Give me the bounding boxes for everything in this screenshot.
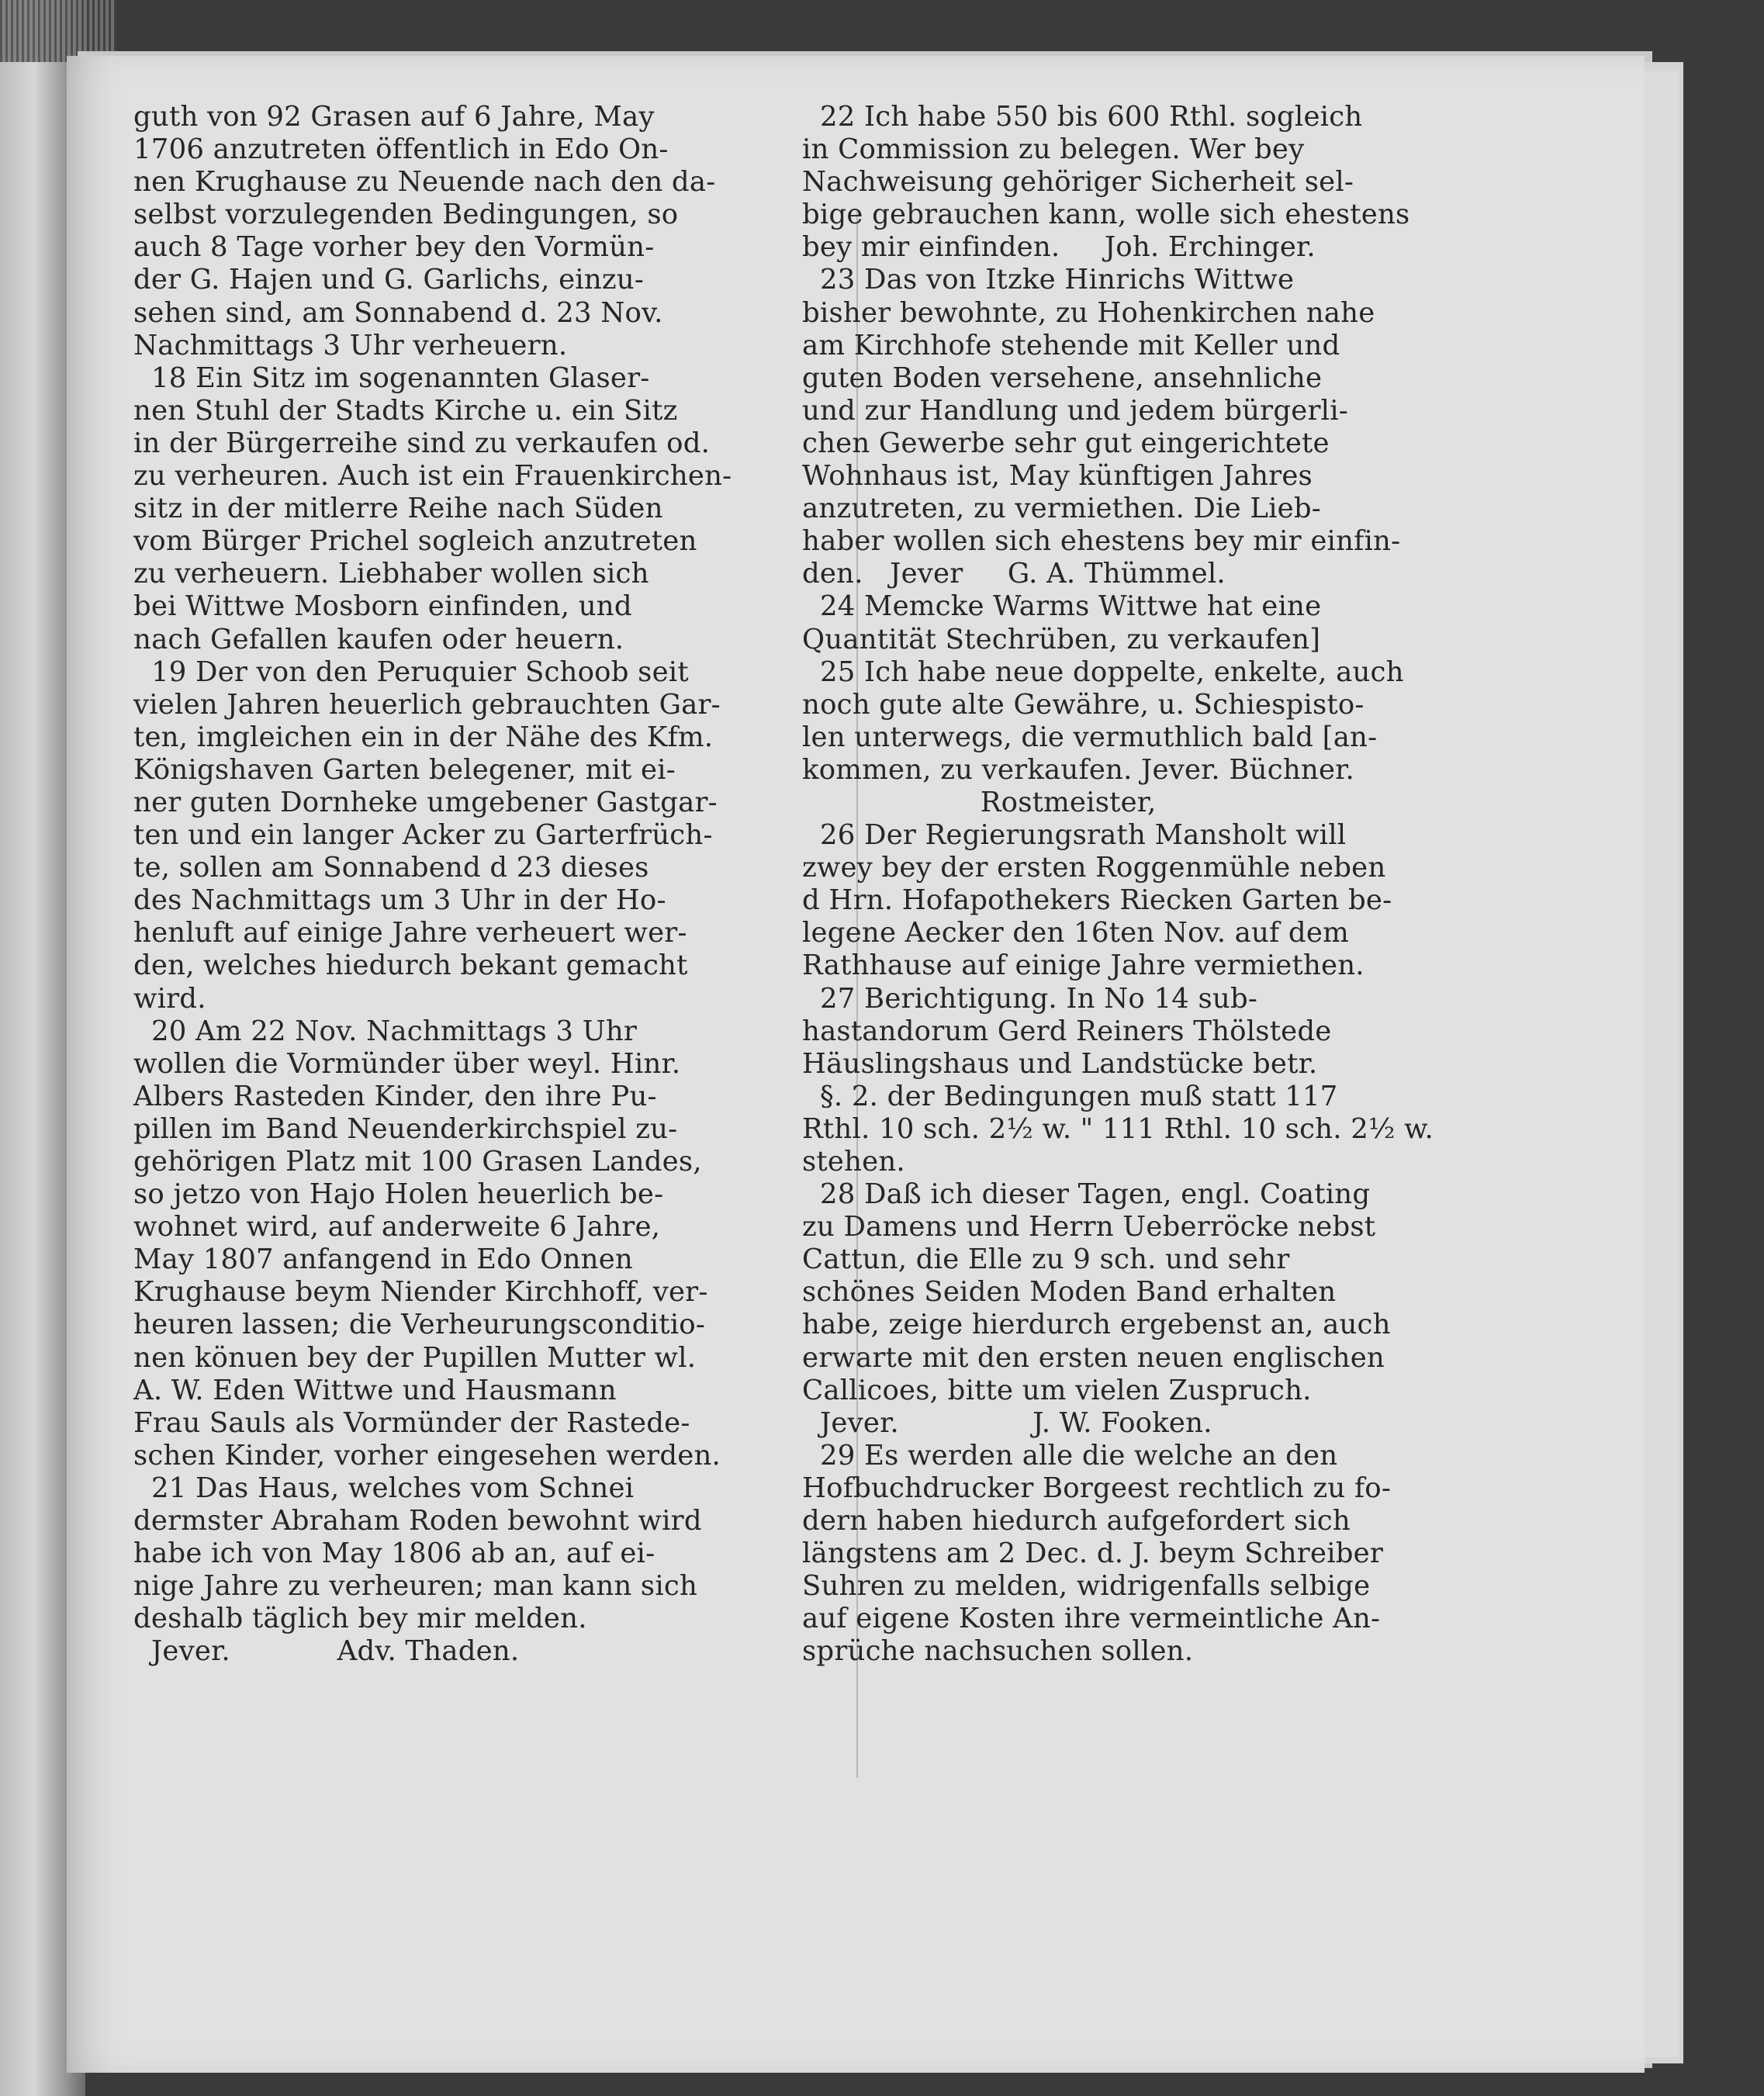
text-line: A. W. Eden Wittwe und Hausmann [133, 1374, 617, 1406]
text-line: sehen sind, am Sonnabend d. 23 Nov. [133, 296, 663, 329]
text-line: am Kirchhofe stehende mit Keller und [802, 329, 1340, 361]
text-line: 25 Ich habe neue doppelte, enkelte, auch [802, 655, 1404, 688]
text-line: bisher bewohnte, zu Hohenkirchen nahe [802, 296, 1375, 329]
text-line: deshalb täglich bey mir melden. [133, 1603, 587, 1635]
text-line: 27 Berichtigung. In No 14 sub- [802, 982, 1258, 1015]
text-line: bei Wittwe Mosborn einfinden, und [133, 590, 632, 623]
text-line: hastandorum Gerd Reiners Thölstede [802, 1015, 1332, 1047]
text-line: wollen die Vormünder über weyl. Hinr. [133, 1047, 681, 1080]
text-line: zwey bey der ersten Roggenmühle neben [802, 852, 1386, 884]
text-line: so jetzo von Hajo Holen heuerlich be- [133, 1178, 664, 1211]
text-line: den, welches hiedurch bekant gemacht [133, 949, 688, 982]
text-line: 20 Am 22 Nov. Nachmittags 3 Uhr [133, 1015, 638, 1047]
text-line: längstens am 2 Dec. d. J. beym Schreiber [802, 1537, 1384, 1570]
text-line: 23 Das von Itzke Hinrichs Wittwe [802, 264, 1295, 296]
text-line: chen Gewerbe sehr gut eingerichtete [802, 427, 1330, 459]
text-line: 19 Der von den Peruquier Schoob seit [133, 655, 689, 688]
text-line: 18 Ein Sitz im sogenannten Glaser- [133, 361, 650, 394]
text-line: habe ich von May 1806 ab an, auf ei- [133, 1537, 655, 1570]
text-line: Rostmeister, [802, 786, 1157, 818]
text-line: Albers Rasteden Kinder, den ihre Pu- [133, 1080, 657, 1112]
text-line: §. 2. der Bedingungen muß statt 117 [802, 1080, 1338, 1112]
text-line: Quantität Stechrüben, zu verkaufen] [802, 623, 1321, 655]
text-line: nen Stuhl der Stadts Kirche u. ein Sitz [133, 394, 678, 427]
text-line: bige gebrauchen kann, wolle sich ehestens [802, 199, 1410, 231]
text-line: len unterwegs, die vermuthlich bald [an- [802, 721, 1378, 753]
text-line: anzutreten, zu vermiethen. Die Lieb- [802, 493, 1321, 525]
text-line: wohnet wird, auf anderweite 6 Jahre, [133, 1211, 661, 1243]
text-line: sprüche nachsuchen sollen. [802, 1635, 1194, 1668]
text-line: May 1807 anfangend in Edo Onnen [133, 1243, 633, 1276]
text-line: 28 Daß ich dieser Tagen, engl. Coating [802, 1178, 1371, 1211]
text-line: heuren lassen; die Verheurungsconditio- [133, 1309, 706, 1341]
text-line: 22 Ich habe 550 bis 600 Rthl. sogleich [802, 101, 1363, 133]
text-line: zu verheuern. Liebhaber wollen sich [133, 558, 649, 590]
text-line: noch gute alte Gewähre, u. Schiespisto- [802, 688, 1365, 721]
text-line: nach Gefallen kaufen oder heuern. [133, 623, 624, 655]
text-line: legene Aecker den 16ten Nov. auf dem [802, 917, 1349, 949]
text-line: Krughause beym Niender Kirchhoff, ver- [133, 1276, 708, 1309]
text-line: te, sollen am Sonnabend d 23 dieses [133, 852, 649, 884]
text-line: Jever. Adv. Thaden. [133, 1635, 520, 1668]
text-line: schönes Seiden Moden Band erhalten [802, 1276, 1337, 1309]
text-line: 29 Es werden alle die welche an den [802, 1439, 1338, 1472]
text-line: ten, imgleichen ein in der Nähe des Kfm. [133, 721, 714, 753]
text-line: Häuslingshaus und Landstücke betr. [802, 1047, 1318, 1080]
text-line: schen Kinder, vorher eingesehen werden. [133, 1439, 721, 1472]
text-line: auf eigene Kosten ihre vermeintliche An- [802, 1603, 1381, 1635]
text-line: bey mir einfinden. Joh. Erchinger. [802, 231, 1316, 264]
text-line: gehörigen Platz mit 100 Grasen Landes, [133, 1146, 702, 1178]
text-line: Königshaven Garten belegener, mit ei- [133, 753, 676, 786]
text-line: erwarte mit den ersten neuen englischen [802, 1341, 1385, 1374]
text-line: auch 8 Tage vorher bey den Vormün- [133, 231, 655, 264]
text-line: in Commission zu belegen. Wer bey [802, 133, 1305, 166]
text-line: und zur Handlung und jedem bürgerli- [802, 394, 1348, 427]
text-line: 26 Der Regierungsrath Mansholt will [802, 819, 1347, 852]
text-line: 1706 anzutreten öffentlich in Edo On- [133, 133, 669, 166]
text-line: Nachweisung gehöriger Sicherheit sel- [802, 166, 1354, 199]
text-line: pillen im Band Neuenderkirchspiel zu- [133, 1112, 678, 1145]
text-line: guten Boden versehene, ansehnliche [802, 361, 1323, 394]
text-line: des Nachmittags um 3 Uhr in der Ho- [133, 884, 666, 917]
text-line: Cattun, die Elle zu 9 sch. und sehr [802, 1243, 1290, 1276]
text-line: vielen Jahren heuerlich gebrauchten Gar- [133, 688, 721, 721]
text-line: nen könuen bey der Pupillen Mutter wl. [133, 1341, 697, 1374]
text-line: habe, zeige hierdurch ergebenst an, auch [802, 1309, 1391, 1341]
text-line: sitz in der mitlerre Reihe nach Süden [133, 493, 663, 525]
text-line: Frau Sauls als Vormünder der Rastede- [133, 1406, 690, 1439]
text-line: der G. Hajen und G. Garlichs, einzu- [133, 264, 645, 296]
text-line: in der Bürgerreihe sind zu verkaufen od. [133, 427, 711, 459]
text-line: Suhren zu melden, widrigenfalls selbige [802, 1570, 1371, 1603]
text-line: guth von 92 Grasen auf 6 Jahre, May [133, 101, 655, 133]
text-line: Hofbuchdrucker Borgeest rechtlich zu fo- [802, 1472, 1392, 1504]
text-line: dermster Abraham Roden bewohnt wird [133, 1505, 702, 1537]
text-line: 24 Memcke Warms Wittwe hat eine [802, 590, 1322, 623]
text-line: wird. [133, 982, 206, 1015]
text-line: ner guten Dornheke umgebener Gastgar- [133, 786, 718, 818]
text-line: ten und ein langer Acker zu Garterfrüch- [133, 819, 713, 852]
text-line: Rathhause auf einige Jahre vermiethen. [802, 949, 1365, 982]
text-line: nige Jahre zu verheuren; man kann sich [133, 1570, 698, 1603]
text-line: Wohnhaus ist, May künftigen Jahres [802, 460, 1313, 493]
text-line: henluft auf einige Jahre verheuert wer- [133, 917, 687, 949]
text-line: dern haben hiedurch aufgefordert sich [802, 1505, 1351, 1537]
text-line: den. Jever G. A. Thümmel. [802, 558, 1226, 590]
text-line: Jever. J. W. Fooken. [802, 1406, 1212, 1439]
text-line: d Hrn. Hofapothekers Riecken Garten be- [802, 884, 1392, 917]
text-line: stehen. [802, 1146, 905, 1178]
left-column [133, 101, 770, 1669]
text-line: zu verheuren. Auch ist ein Frauenkirchen- [133, 460, 732, 493]
text-line: vom Bürger Prichel sogleich anzutreten [133, 525, 697, 558]
text-line: Callicoes, bitte um vielen Zuspruch. [802, 1374, 1312, 1406]
right-column [802, 101, 1434, 1669]
text-line: 21 Das Haus, welches vom Schnei [133, 1472, 635, 1504]
text-line: nen Krughause zu Neuende nach den da- [133, 166, 716, 199]
text-line: haber wollen sich ehestens bey mir einfin- [802, 525, 1401, 558]
text-line: zu Damens und Herrn Ueberröcke nebst [802, 1211, 1376, 1243]
text-line: Rthl. 10 sch. 2½ w. " 111 Rthl. 10 sch. 2½ w. [802, 1112, 1434, 1145]
text-line: Nachmittags 3 Uhr verheuern. [133, 329, 568, 361]
text-line: selbst vorzulegenden Bedingungen, so [133, 199, 679, 231]
text-line: kommen, zu verkaufen. Jever. Büchner. [802, 753, 1354, 786]
